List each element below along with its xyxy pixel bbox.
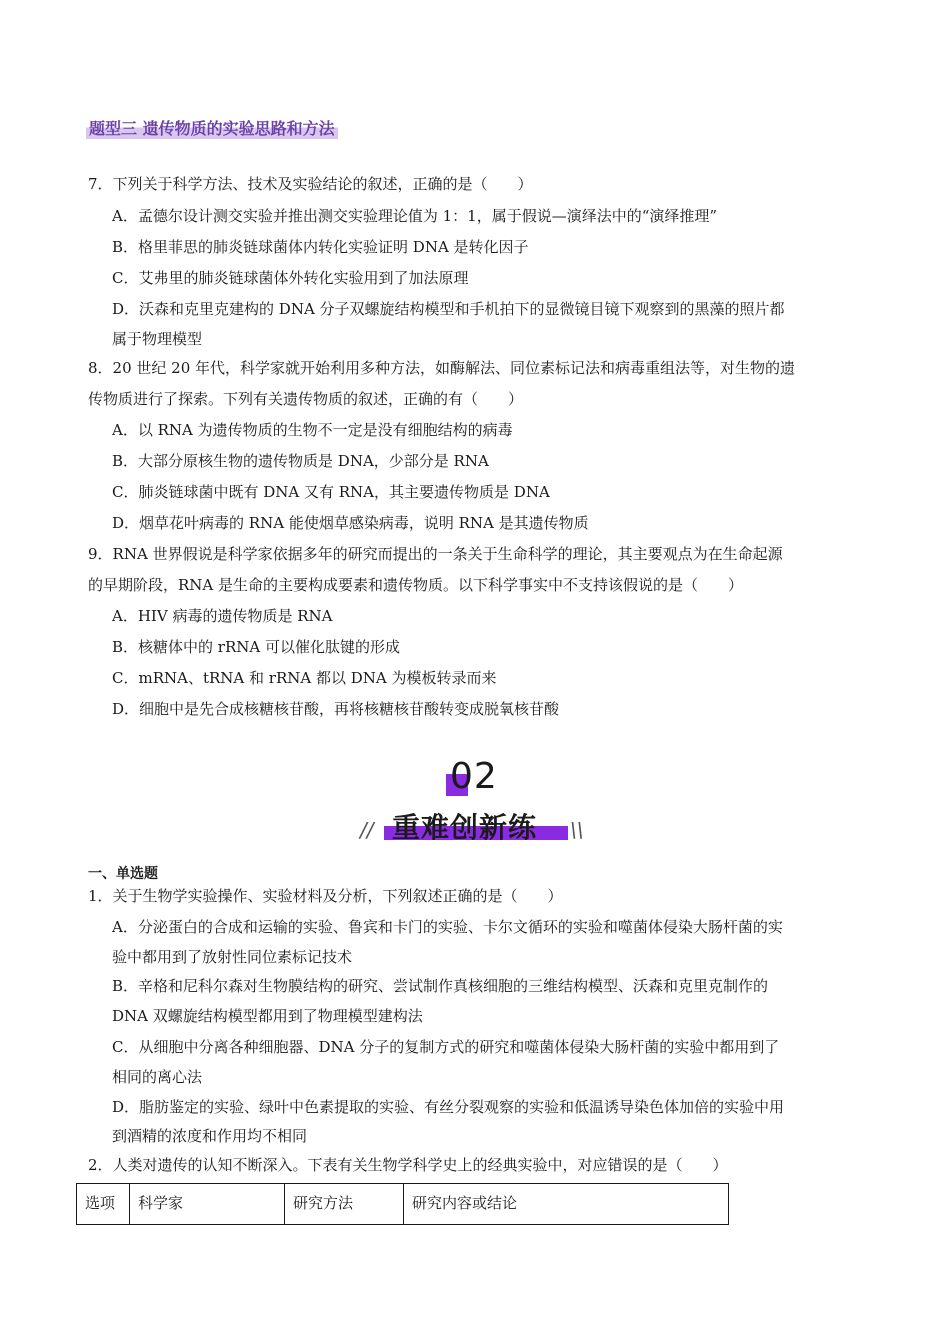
section-title: 题型三 遗传物质的实验思路和方法 <box>86 116 338 139</box>
question-8-option-d: D．烟草花叶病毒的 RNA 能使烟草感染病毒，说明 RNA 是其遗传物质 <box>112 514 589 532</box>
banner-number: 02 <box>450 756 498 797</box>
question-7-option-c: C．艾弗里的肺炎链球菌体外转化实验用到了加法原理 <box>112 269 469 287</box>
problem-1-option-b-cont: DNA 双螺旋结构模型都用到了物理模型建构法 <box>112 1007 423 1025</box>
problem-1-option-a-cont: 验中都用到了放射性同位素标记技术 <box>112 948 353 966</box>
table-header-cell: 科学家 <box>130 1184 285 1225</box>
problem-1-stem: 1．关于生物学实验操作、实验材料及分析，下列叙述正确的是（ ） <box>88 887 563 905</box>
banner-title: 重难创新练 <box>392 811 538 844</box>
table-header-cell: 研究方法 <box>285 1184 404 1225</box>
problem-1-option-c: C．从细胞中分离各种细胞器、DNA 分子的复制方式的研究和噬菌体侵染大肠杆菌的实验中都用到了 <box>112 1038 780 1056</box>
question-7-option-d-cont: 属于物理模型 <box>112 330 203 348</box>
question-8-stem: 8．20 世纪 20 年代，科学家就开始利用多种方法，如酶解法、同位素标记法和病毒重组法等，对生物的遗 <box>88 359 796 377</box>
problem-1-option-c-cont: 相同的离心法 <box>112 1068 203 1086</box>
question-9-option-a: A．HIV 病毒的遗传物质是 RNA <box>112 607 333 625</box>
question-9-option-b: B．核糖体中的 rRNA 可以催化肽键的形成 <box>112 638 400 656</box>
problem-2-table <box>76 1183 729 1225</box>
problem-2-stem: 2．人类对遗传的认知不断深入。下表有关生物学科学史上的经典实验中，对应错误的是（ ） <box>88 1156 728 1174</box>
table-header-row <box>77 1184 729 1225</box>
question-9-option-d: D．细胞中是先合成核糖核苷酸，再将核糖核苷酸转变成脱氧核苷酸 <box>112 700 560 718</box>
question-8-option-c: C．肺炎链球菌中既有 DNA 又有 RNA，其主要遗传物质是 DNA <box>112 483 550 501</box>
banner-slash-left: // <box>360 818 374 842</box>
subheading-single-choice: 一、单选题 <box>88 866 158 882</box>
banner-slash-right: \\ <box>570 818 584 842</box>
problem-1-option-b: B．辛格和尼科尔森对生物膜结构的研究、尝试制作真核细胞的三维结构模型、沃森和克里克制作的 <box>112 977 769 995</box>
question-7-option-b: B．格里菲思的肺炎链球菌体内转化实验证明 DNA 是转化因子 <box>112 238 529 256</box>
question-7-stem: 7．下列关于科学方法、技术及实验结论的叙述，正确的是（ ） <box>88 175 533 193</box>
problem-1-option-a: A．分泌蛋白的合成和运输的实验、鲁宾和卡门的实验、卡尔文循环的实验和噬菌体侵染大肠杆菌的实 <box>112 918 783 936</box>
question-8-option-b: B．大部分原核生物的遗传物质是 DNA，少部分是 RNA <box>112 452 489 470</box>
question-9-stem: 9．RNA 世界假说是科学家依据多年的研究而提出的一条关于生命科学的理论，其主要观点为在生命起源 <box>88 545 783 563</box>
question-8-option-a: A．以 RNA 为遗传物质的生物不一定是没有细胞结构的病毒 <box>112 421 513 439</box>
question-9-stem-cont: 的早期阶段，RNA 是生命的主要构成要素和遗传物质。以下科学事实中不支持该假说的是（ ） <box>88 576 744 594</box>
problem-1-option-d: D．脂肪鉴定的实验、绿叶中色素提取的实验、有丝分裂观察的实验和低温诱导染色体加倍的实验中用 <box>112 1098 785 1116</box>
table-header-cell: 研究内容或结论 <box>404 1184 729 1225</box>
question-9-option-c: C．mRNA、tRNA 和 rRNA 都以 DNA 为模板转录而来 <box>112 669 497 687</box>
question-8-stem-cont: 传物质进行了探索。下列有关遗传物质的叙述，正确的有（ ） <box>88 390 524 408</box>
table-header-cell: 选项 <box>77 1184 130 1225</box>
question-7-option-a: A．孟德尔设计测交实验并推出测交实验理论值为 1：1，属于假说—演绎法中的“演绎推理” <box>112 207 718 225</box>
question-7-option-d: D．沃森和克里克建构的 DNA 分子双螺旋结构模型和手机拍下的显微镜目镜下观察到的黑藻的照片都 <box>112 300 785 318</box>
problem-1-option-d-cont: 到酒精的浓度和作用均不相同 <box>112 1127 308 1145</box>
